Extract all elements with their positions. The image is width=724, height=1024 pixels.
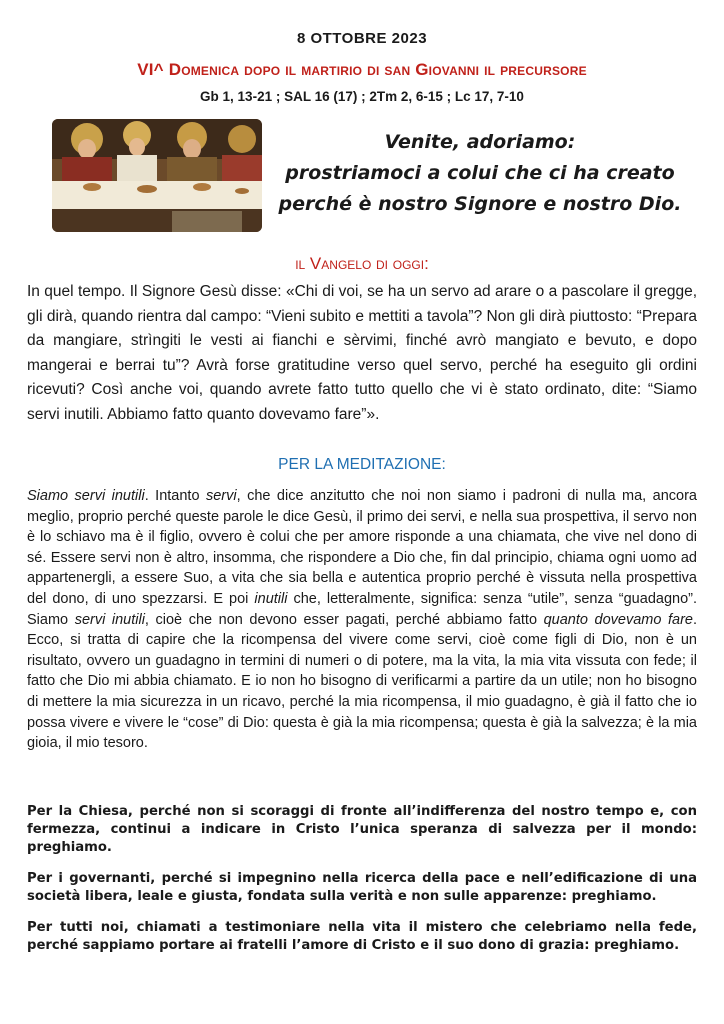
meditation-segment: che, letteralmente, significa: senza “utile”, senza “guadagno”. Siamo xyxy=(27,590,697,628)
meditation-emphasis: servi xyxy=(205,488,237,504)
meditation-text xyxy=(27,486,697,754)
meditation-emphasis: servi inutili xyxy=(74,611,145,628)
readings-reference: Gb 1, 13-21 ; SAL 16 (17) ; 2Tm 2, 6-15 ; Lc 17, 7-10 xyxy=(200,89,524,104)
meditation-segment: . Ecco, si tratta di capire che la ricompensa del vivere come servi, cioè come figli di Dio, non è un risultato, ovvero un guadagno in termini di numeri o di potere, ma la vita, la mia vita vissuta con fede; il fatto che Dio mi abbia chiamato. E io non ho bisogno di verificarmi a partire da un utile; non ho bisogno di mettere la mia sicurezza in un ricavo, perché la mia ricompensa, il mio guadagno, è già il fatto che io possa vivere e vivere le “cose” di Dio: questa è già la mia ricompensa; questa è già la salvezza; è la mia gioia, il mio tesoro. xyxy=(27,611,697,752)
antiphon-line-2: prostriamoci a colui che ci ha creato xyxy=(285,162,675,184)
painting-illustration xyxy=(52,119,262,232)
date-heading: 8 OTTOBRE 2023 xyxy=(296,30,428,47)
liturgical-sunday-title: VI^ Domenica dopo il martirio di san Giovanni il precursore xyxy=(137,60,587,79)
prayers-of-the-faithful xyxy=(27,803,697,968)
meditation-title: PER LA MEDITAZIONE: xyxy=(278,456,446,473)
meditation-segment: , cioè che non devono esser pagati, perché abbiamo fatto xyxy=(144,611,544,628)
gospel-title: il Vangelo di oggi: xyxy=(295,254,429,273)
prayer-intention: Per i governanti, perché si impegnino nella ricerca della pace e nell’edificazione di una società libera, leale e giusta, fondata sulla verità e non sulle apparenze: preghiamo. xyxy=(27,871,697,904)
antiphon-line-3: perché è nostro Signore e nostro Dio. xyxy=(278,193,682,215)
meditation-lead: Siamo servi inutili xyxy=(27,488,145,504)
antiphon xyxy=(270,127,690,220)
gospel-text: In quel tempo. Il Signore Gesù disse: «Chi di voi, se ha un servo ad arare o a pascolare il gregge, gli dirà, quando rientra dal campo: “Vieni subito e mettiti a tavola”? Non gli dirà piuttosto: “Prepara da mangiare, strìngiti le vesti ai fianchi e sèrvimi, finché avrò mangiato e bevuto, e dopo mangerai e berrai tu”? Avrà forse gratitudine verso quel servo, perché ha eseguito gli ordini ricevuti? Così anche voi, quando avrete fatto tutto quello che vi è stato ordinato, dite: “Siamo servi inutili. Abbiamo fatto quanto dovevamo fare”». xyxy=(27,283,697,423)
meditation-segment: . Intanto xyxy=(144,488,206,504)
meditation-emphasis: inutili xyxy=(254,590,288,607)
meditation-emphasis: quanto dovevamo fare xyxy=(543,611,693,628)
last-supper-painting xyxy=(52,119,262,232)
antiphon-line-1: Venite, adoriamo: xyxy=(384,131,576,153)
prayer-intention: Per la Chiesa, perché non si scoraggi di fronte all’indifferenza del nostro tempo e, con fermezza, continui a indicare in Cristo l’unica speranza di salvezza per il mondo: preghiamo. xyxy=(27,804,697,855)
prayer-intention: Per tutti noi, chiamati a testimoniare nella vita il mistero che celebriamo nella fede, perché sappiamo portare ai fratelli l’amore di Cristo e il suo dono di grazia: preghiamo. xyxy=(27,920,697,953)
meditation-segment: , che dice anzitutto che noi non siamo i padroni di nulla ma, ancora meglio, proprio perché queste parole le dice Gesù, il primo dei servi, e nella sua prospettiva, il servo non è lo schiavo ma è il figlio, ovvero è colui che per amore risponde a una chiamata, che vive nel dono di sé. Essere servi non è altro, insomma, che rispondere a Dio che, fin dal principio, chiama ogni uomo ad appartenergli, a essere Suo, a vita che sia bella e autentica proprio perché è vissuta nella prospettiva del dono, di uno spezzarsi. E poi xyxy=(27,488,698,607)
